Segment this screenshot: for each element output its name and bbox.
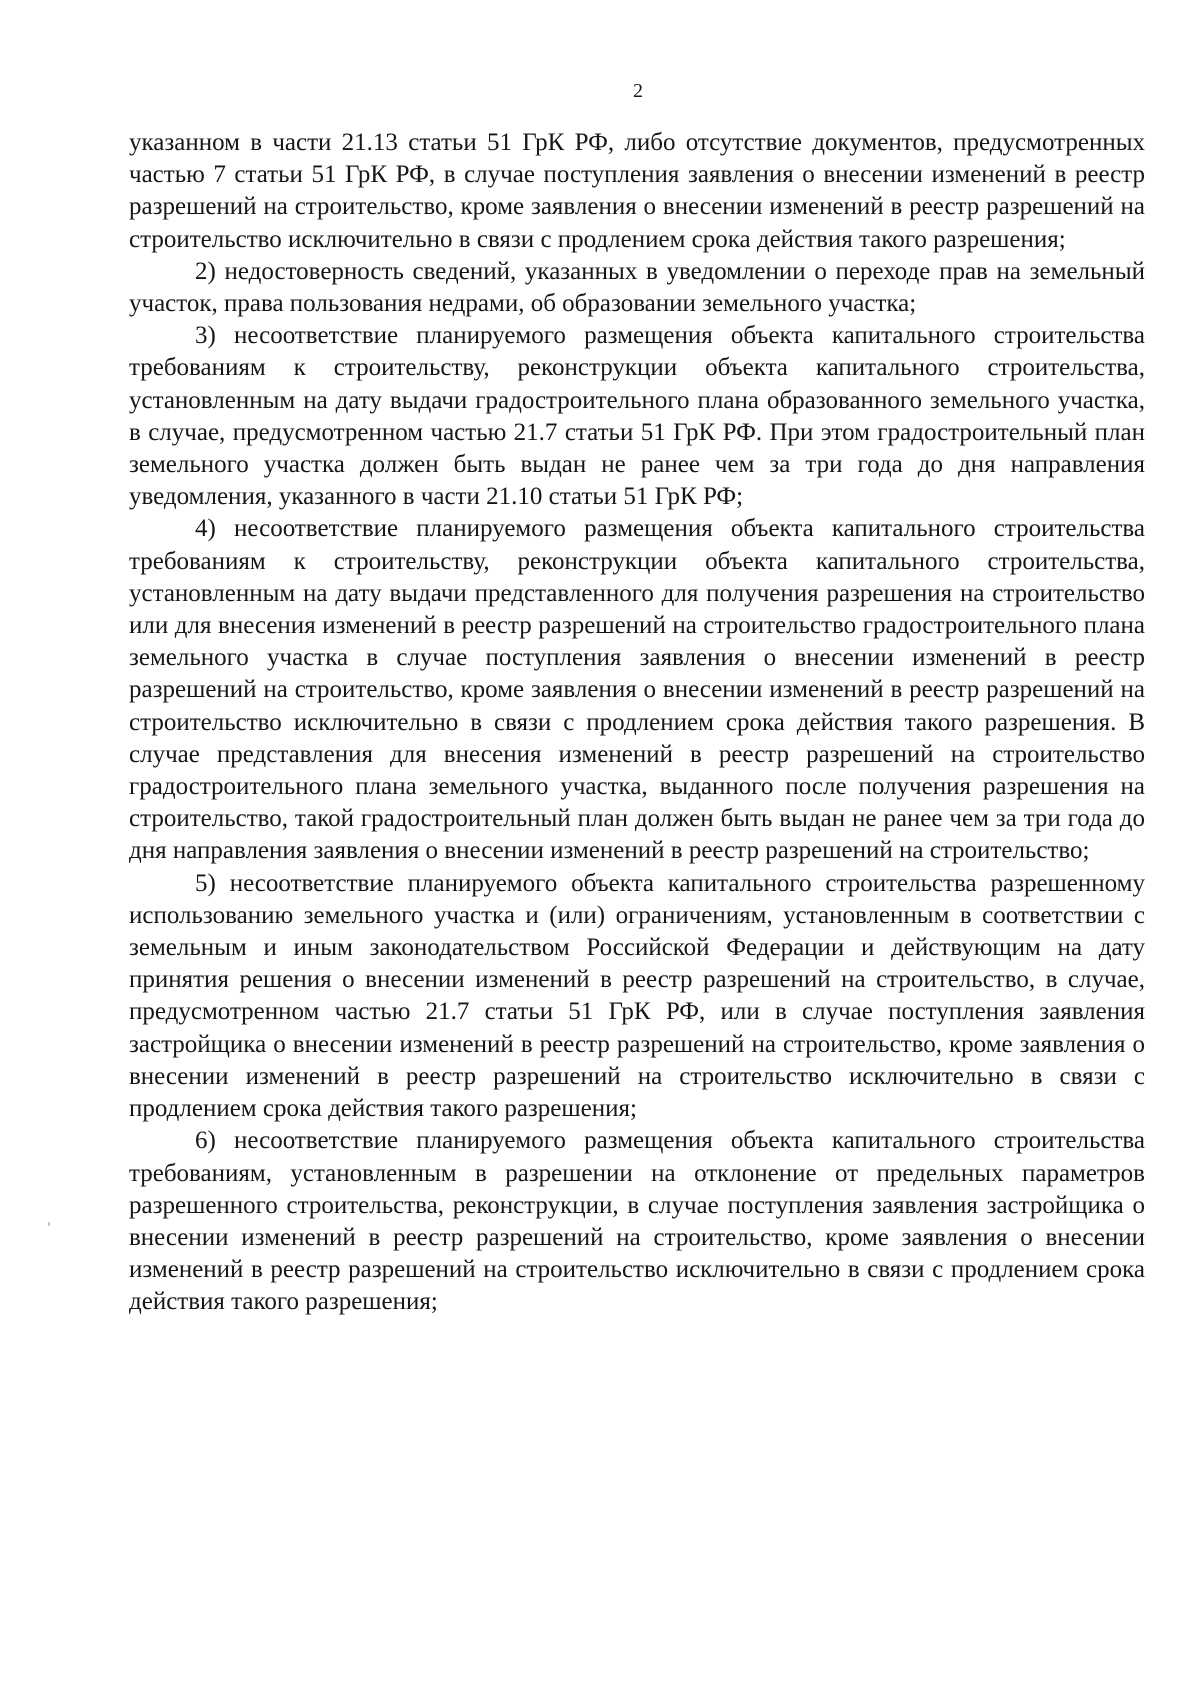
paragraph-item-5: 5) несоответствие планируемого объекта капитального строительства разрешенному использованию земельного участка и (или) ограничениям, установленным в соответствии с земельным и иным законодательством Российской Федерации и действующим на дату принятия решения о внесении изменений в реестр разрешений на строительство, в случае, предусмотренном частью 21.7 статьи 51 ГрК РФ, или в случае поступления заявления застройщика о внесении изменений в реестр разрешений на строительство, кроме заявления о внесении изменений в реестр разрешений на строительство исключительно в связи с продлением срока действия такого разрешения; bbox=[129, 869, 1145, 1123]
document-text bbox=[129, 127, 1145, 1319]
paragraph-item-4: 4) несоответствие планируемого размещения объекта капитального строительства требованиям к строительству, реконструкции объекта капитального строительства, установленным на дату выдачи представленного для получения разрешения на строительство или для внесения изменений в реестр разрешений на строительство градостроительного плана земельного участка в случае поступления заявления о внесении изменений в реестр разрешений на строительство, кроме заявления о внесении изменений в реестр разрешений на строительство исключительно в связи с продлением срока действия такого разрешения. В случае представления для внесения изменений в реестр разрешений на строительство градостроительного плана земельного участка, выданного после получения разрешения на строительство, такой градостроительный план должен быть выдан не ранее чем за три года до дня направления заявления о внесении изменений в реестр разрешений на строительство; bbox=[129, 515, 1145, 865]
page-number: 2 bbox=[633, 80, 643, 102]
paragraph-item-6: 6) несоответствие планируемого размещения объекта капитального строительства требованиям, установленным в разрешении на отклонение от предельных параметров разрешенного строительства, реконструкции, в случае поступления заявления застройщика о внесении изменений в реестр разрешений на строительство, кроме заявления о внесении изменений в реестр разрешений на строительство исключительно в связи с продлением срока действия такого разрешения; bbox=[129, 1127, 1145, 1316]
paragraph-continuation: указанном в части 21.13 статьи 51 ГрК РФ, либо отсутствие документов, предусмотренных частью 7 статьи 51 ГрК РФ, в случае поступления заявления о внесении изменений в реестр разрешений на строительство, кроме заявления о внесении изменений в реестр разрешений на строительство исключительно в связи с продлением срока действия такого разрешения; bbox=[129, 129, 1145, 253]
scan-artifact bbox=[48, 1222, 50, 1226]
paragraph-item-2: 2) недостоверность сведений, указанных в уведомлении о переходе прав на земельный участок, права пользования недрами, об образовании земельного участка; bbox=[129, 257, 1145, 318]
paragraph-item-3: 3) несоответствие планируемого размещения объекта капитального строительства требованиям к строительству, реконструкции объекта капитального строительства, установленным на дату выдачи градостроительного плана образованного земельного участка, в случае, предусмотренном частью 21.7 статьи 51 ГрК РФ. При этом градостроительный план земельного участка должен быть выдан не ранее чем за три года до дня направления уведомления, указанного в части 21.10 статьи 51 ГрК РФ; bbox=[129, 322, 1145, 511]
